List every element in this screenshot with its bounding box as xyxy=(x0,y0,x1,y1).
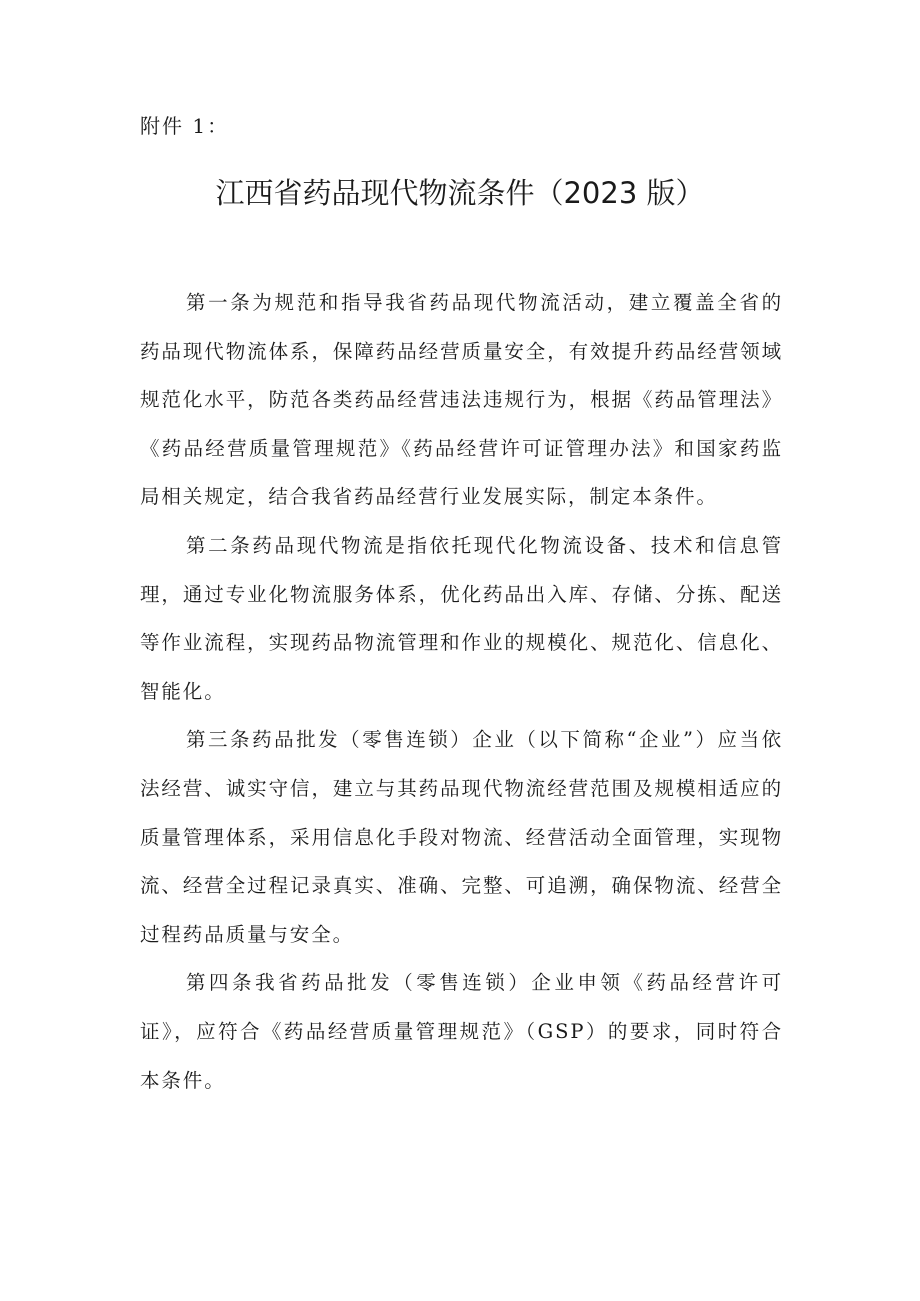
article-4-paragraph: 第四条我省药品批发（零售连锁）企业申领《药品经营许可证》，应符合《药品经营质量管理规范》（GSP）的要求，同时符合本条件。 xyxy=(140,971,783,1092)
article-2-paragraph: 第二条药品现代物流是指依托现代化物流设备、技术和信息管理，通过专业化物流服务体系，优化药品出入库、存储、分拣、配送等作业流程，实现药品物流管理和作业的规模化、规范化、信息化、智能化。 xyxy=(140,533,783,703)
document-body xyxy=(140,279,783,1105)
document-title: 江西省药品现代物流条件（2023 版） xyxy=(215,176,705,210)
attachment-label: 附件 1： xyxy=(140,114,230,138)
article-1-paragraph: 第一条为规范和指导我省药品现代物流活动，建立覆盖全省的药品现代物流体系，保障药品经营质量安全，有效提升药品经营领域规范化水平，防范各类药品经营违法违规行为，根据《药品管理法》《药品经营质量管理规范》《药品经营许可证管理办法》和国家药监局相关规定，结合我省药品经营行业发展实际，制定本条件。 xyxy=(140,291,783,509)
article-3-paragraph: 第三条药品批发（零售连锁）企业（以下简称“企业”）应当依法经营、诚实守信，建立与其药品现代物流经营范围及规模相适应的质量管理体系，采用信息化手段对物流、经营活动全面管理，实现物流、经营全过程记录真实、准确、完整、可追溯，确保物流、经营全过程药品质量与安全。 xyxy=(140,728,783,946)
